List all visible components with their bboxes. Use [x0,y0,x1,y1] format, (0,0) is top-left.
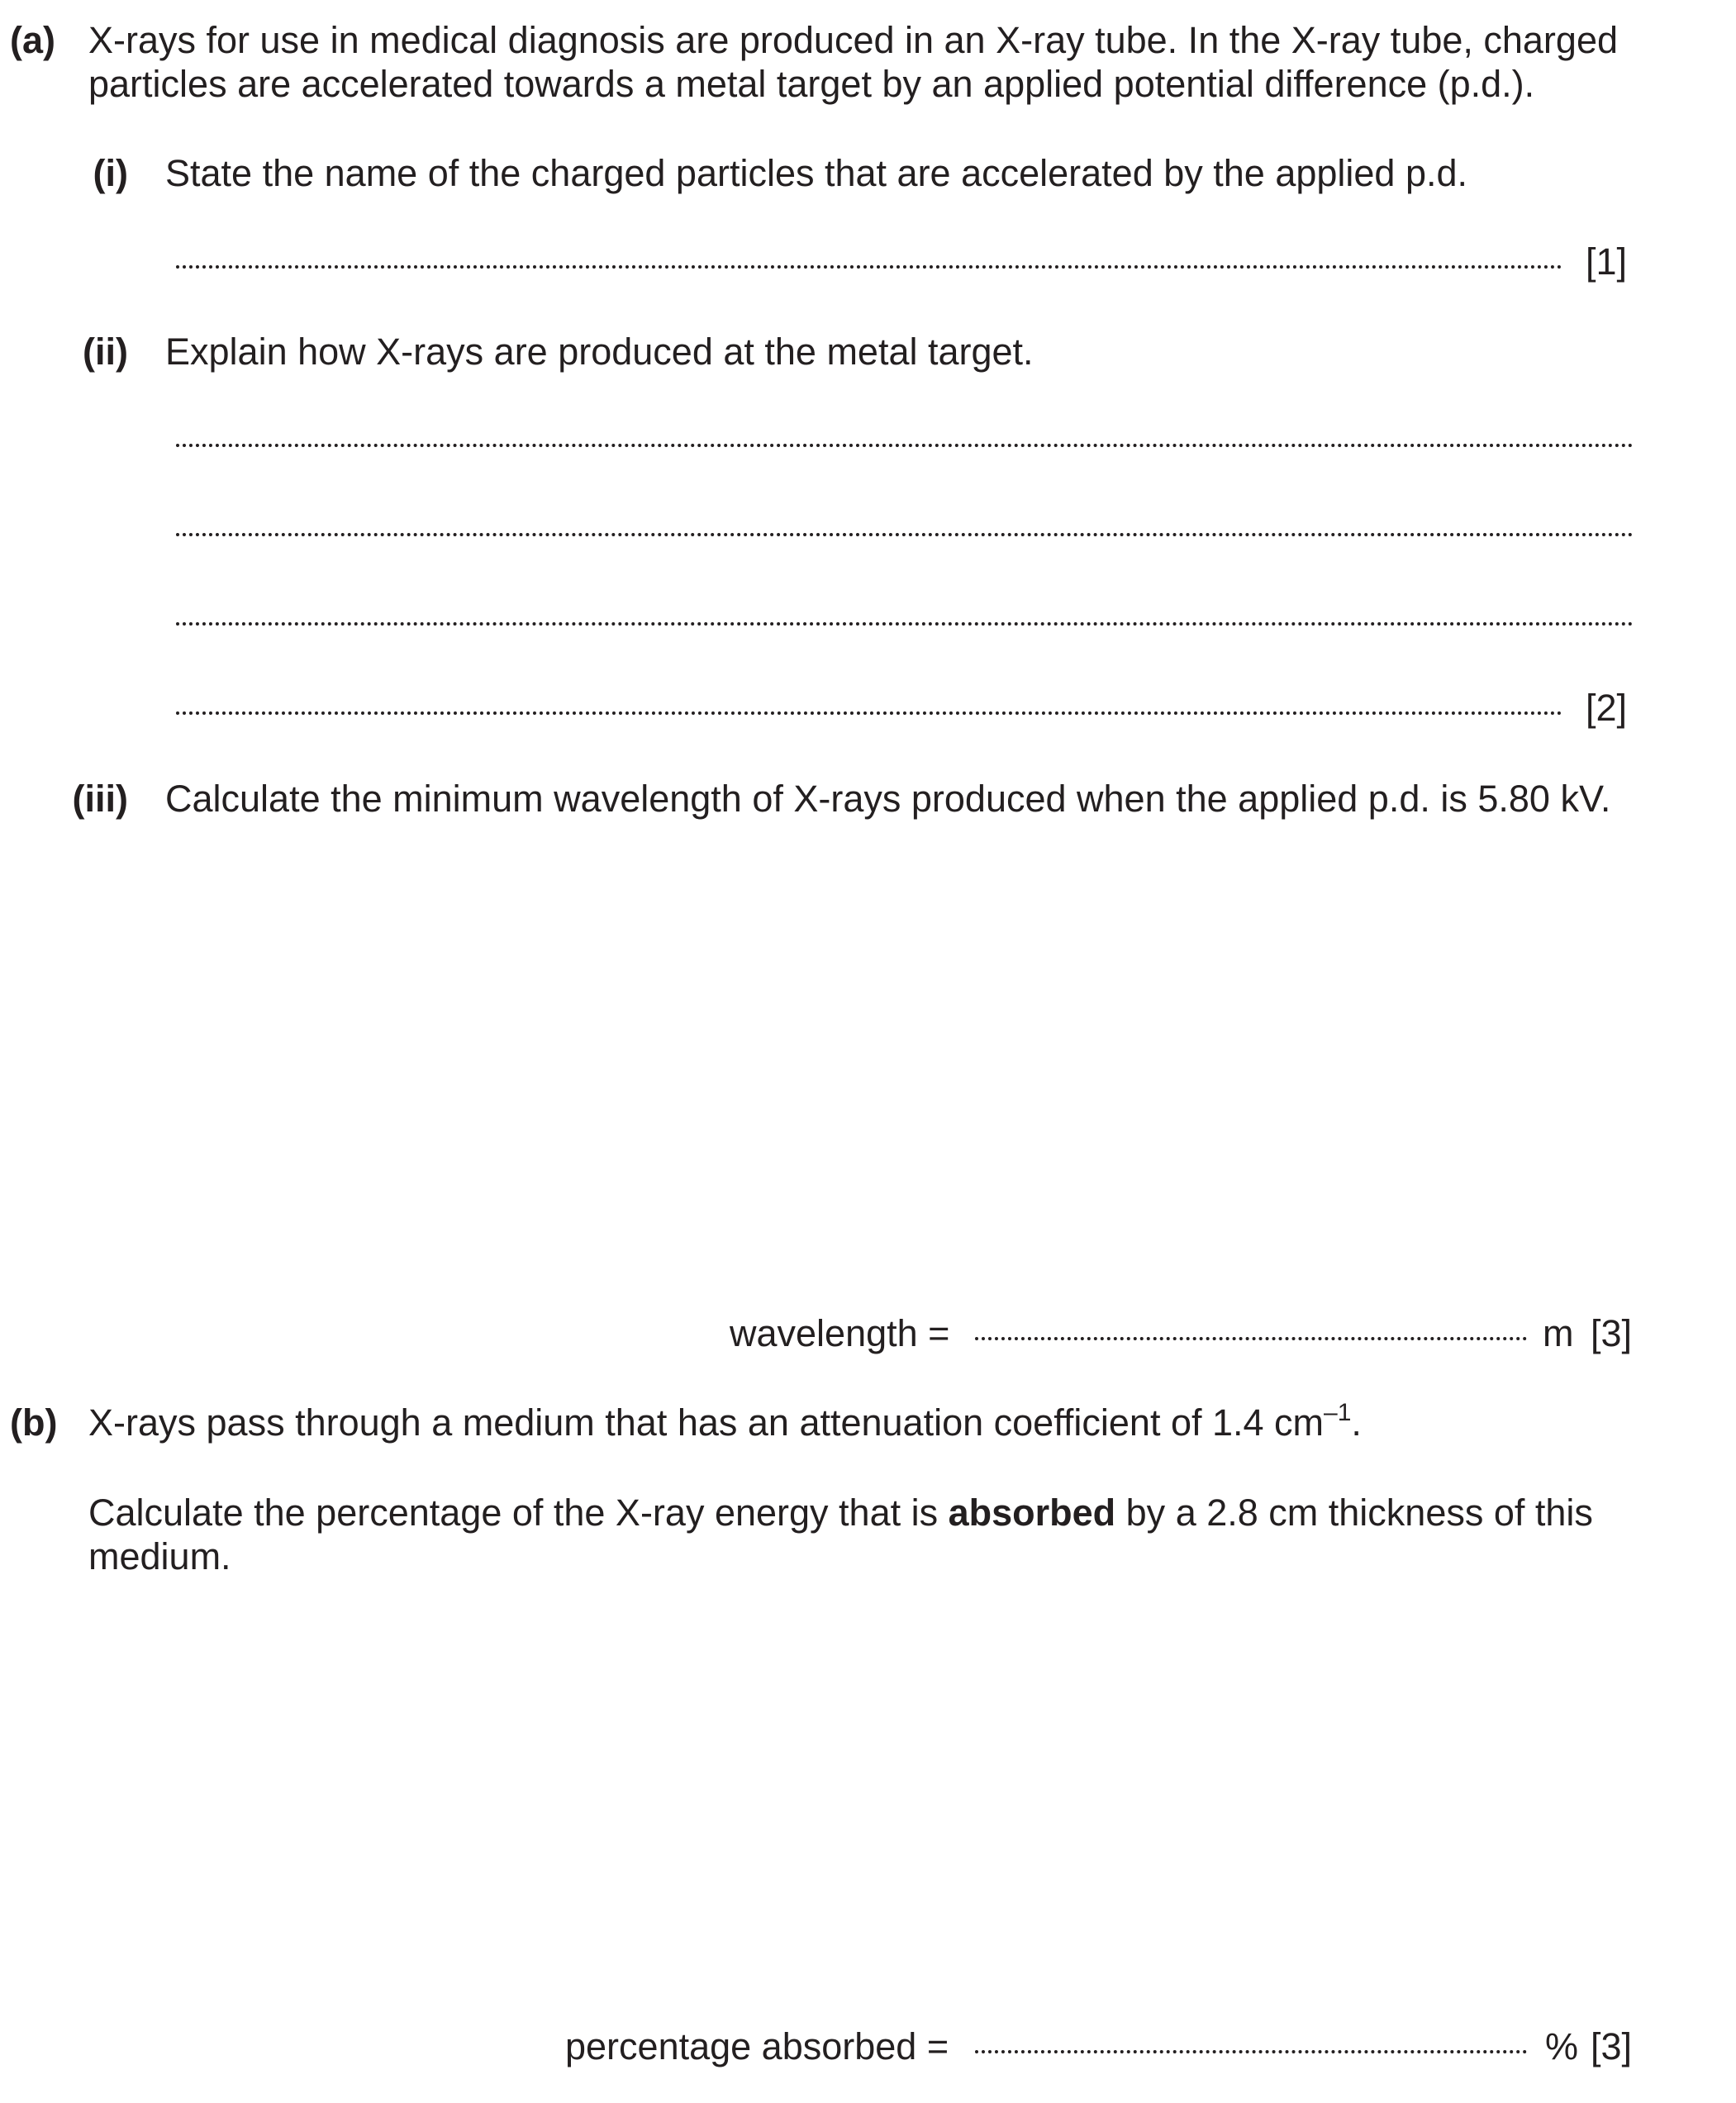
part-a-ii-marks: [2] [1586,687,1628,729]
part-a-i-answer-line[interactable] [176,265,1562,269]
part-a-ii-question: Explain how X-rays are produced at the metal target. [165,331,1034,373]
part-a-i-question: State the name of the charged particles that are accelerated by the applied p.d. [165,152,1468,194]
part-a-ii-answer-line-3[interactable] [176,622,1634,626]
part-a-iii-label: (iii) [72,778,128,820]
part-b-marks: [3] [1591,2025,1633,2067]
part-b-intro-end: . [1351,1401,1362,1444]
part-a-label: (a) [10,19,55,61]
wavelength-answer-line[interactable] [975,1337,1527,1340]
wavelength-answer-label: wavelength = [730,1312,950,1354]
percentage-answer-label: percentage absorbed = [565,2025,949,2067]
part-b-calc-post: by a 2.8 cm thickness of this [1115,1492,1593,1534]
part-b-calc-line2: medium. [88,1535,231,1577]
part-b-intro-text: X-rays pass through a medium that has an attenuation coefficient of 1.4 cm [88,1401,1325,1444]
part-a-i-label: (i) [93,152,128,194]
part-a-ii-answer-line-1[interactable] [176,444,1634,447]
part-b-calc-bold: absorbed [948,1492,1116,1534]
part-a-i-marks: [1] [1586,240,1628,283]
part-b-intro-exponent: –1 [1324,1399,1352,1426]
part-b-label: (b) [10,1401,58,1444]
part-a-ii-label: (ii) [83,331,128,373]
part-b-calc-pre: Calculate the percentage of the X-ray energy that is [88,1492,949,1534]
part-a-iii-question: Calculate the minimum wavelength of X-rays produced when the applied p.d. is 5.80 kV. [165,778,1611,820]
part-a-intro-line2: particles are accelerated towards a metal target by an applied potential difference (p.d.). [88,63,1535,105]
part-b-intro [88,1401,1362,1445]
percentage-answer-line[interactable] [975,2050,1527,2053]
part-a-ii-answer-line-4[interactable] [176,711,1562,715]
part-b-calc-line1 [88,1491,1593,1535]
part-a-iii-marks: [3] [1591,1312,1633,1354]
part-a-ii-answer-line-2[interactable] [176,533,1634,536]
wavelength-unit: m [1543,1312,1574,1354]
part-a-intro-line1: X-rays for use in medical diagnosis are produced in an X-ray tube. In the X-ray tube, charged [88,19,1618,61]
percentage-unit: % [1545,2025,1579,2067]
